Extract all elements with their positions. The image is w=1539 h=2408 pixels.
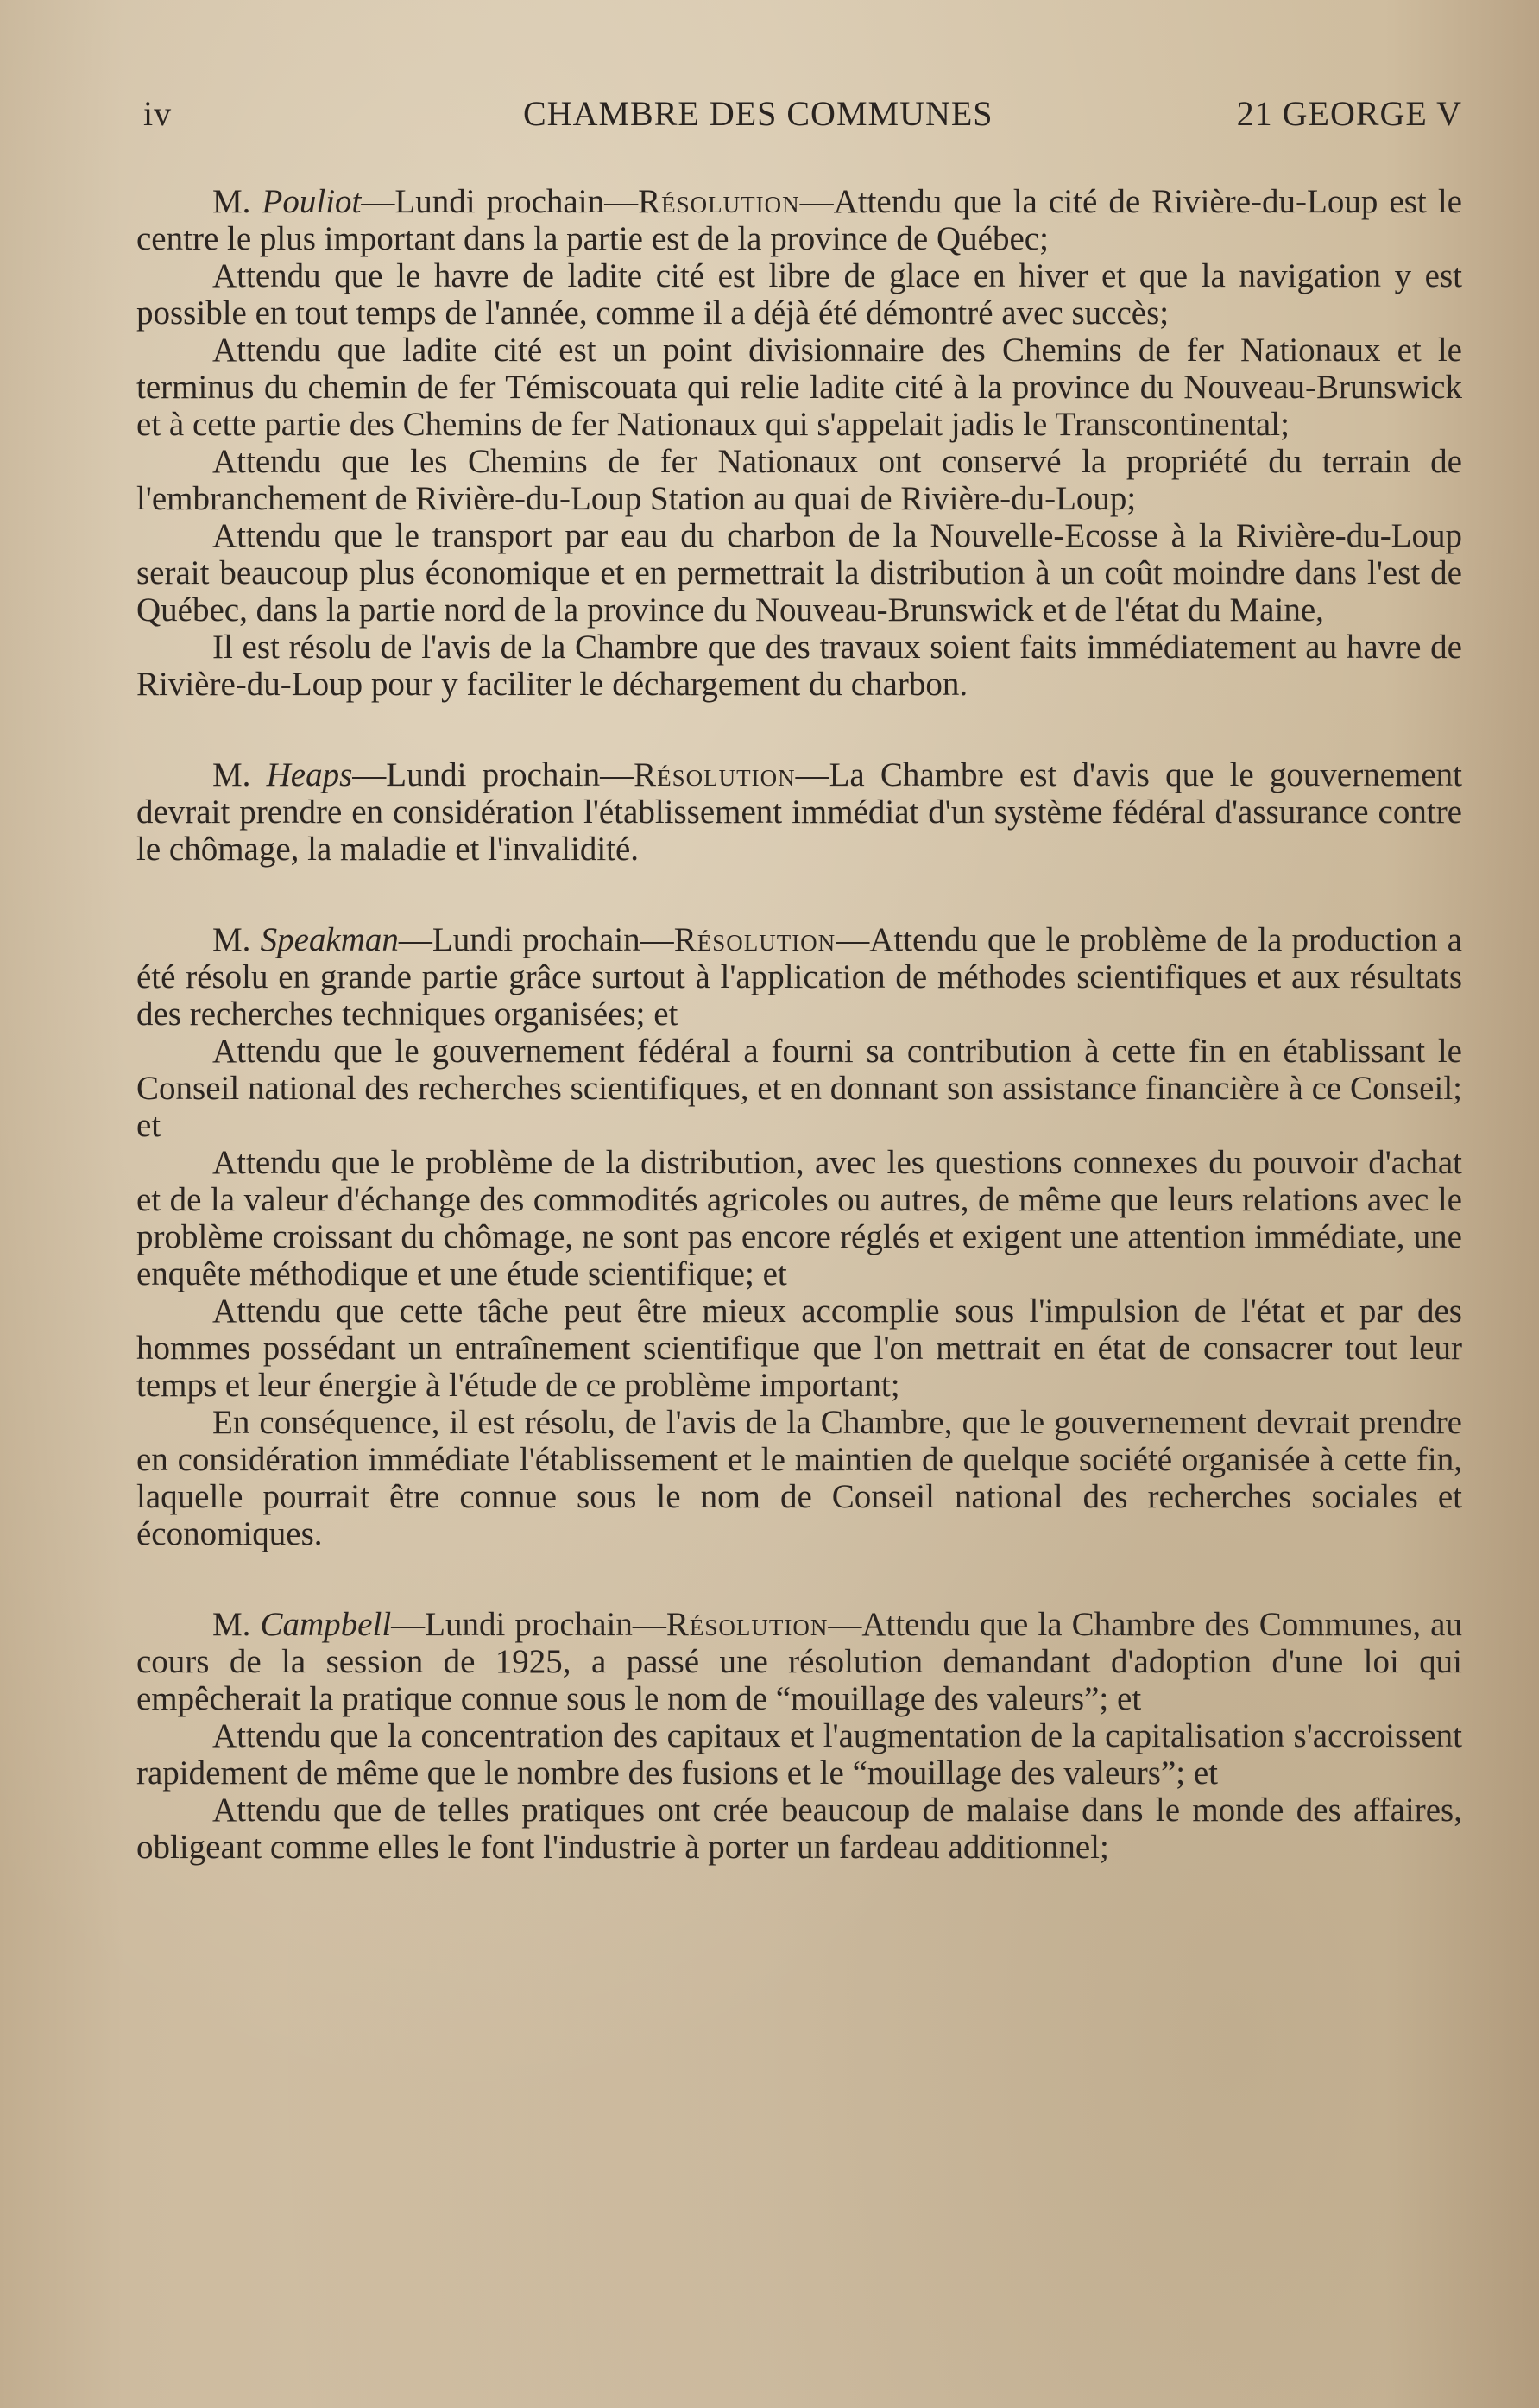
paragraph: Attendu que le havre de ladite cité est libre de glace en hiver et que la navigation y est possible en tout temps de l'année, comme il a déjà été démontré avec succès; (136, 257, 1462, 332)
notice-date: —Lundi prochain— (361, 183, 639, 220)
notice-entry-pouliot (136, 183, 1462, 703)
paragraph-text: —La Chambre est d'avis que le gouvernement devrait prendre en considération l'établissement immédiat d'un système fédéral d'assurance contre le chômage, la maladie et l'invalidité. (136, 756, 1462, 868)
notice-kind: Résolution (638, 183, 800, 220)
running-head (143, 93, 1462, 142)
paragraph: Attendu que le problème de la distribution, avec les questions connexes du pouvoir d'achat et de la valeur d'échange des commodités agricoles ou autres, de même que leurs relations avec le problème croissant du chômage, ne sont pas encore réglés et exigent une attention immédiate, une enquête méthodique et une étude scientifique; et (136, 1144, 1462, 1292)
notice-date: —Lundi prochain— (391, 1606, 666, 1643)
notice-date: —Lundi prochain— (398, 921, 674, 958)
honorific: M. (212, 1606, 251, 1643)
paragraph: Attendu que le gouvernement fédéral a fourni sa contribution à cette fin en établissant le Conseil national des recherches scientifiques, et en donnant son assistance financière à ce Conseil; et (136, 1033, 1462, 1144)
paragraph-text: —Attendu que le problème de la production a été résolu en grande partie grâce surtout à l'application de méthodes scientifiques et aux résultats des recherches techniques organisées; et (136, 921, 1462, 1033)
paragraph (136, 1606, 1462, 1717)
honorific: M. (212, 183, 251, 220)
paragraph (136, 756, 1462, 868)
member-name: Heaps (266, 756, 353, 793)
paragraph: Attendu que cette tâche peut être mieux accomplie sous l'impulsion de l'état et par des hommes possédant un entraînement scientifique que l'on mettrait en état de consacrer tout leur temps et leur énergie à l'étude de ce problème important; (136, 1292, 1462, 1404)
page-number: iv (143, 94, 173, 133)
paragraph (136, 183, 1462, 257)
notice-entry-speakman (136, 921, 1462, 1552)
paragraph: En conséquence, il est résolu, de l'avis de la Chambre, que le gouvernement devrait prendre en considération immédiate l'établissement et le maintien de quelque société organisée à cette fin, laquelle pourrait être connue sous le nom de Conseil national des recherches sociales et économiques. (136, 1404, 1462, 1552)
notice-entry-heaps (136, 756, 1462, 868)
paragraph-text: —Attendu que la cité de Rivière-du-Loup est le centre le plus important dans la partie est de la province de Québec; (136, 183, 1462, 257)
honorific: M. (212, 756, 251, 793)
honorific: M. (212, 921, 251, 958)
running-title: CHAMBRE DES COMMUNES (523, 94, 993, 133)
paragraph: Attendu que de telles pratiques ont crée beaucoup de malaise dans le monde des affaires, obligeant comme elles le font l'industrie à porter un fardeau additionnel; (136, 1792, 1462, 1866)
member-name: Speakman (260, 921, 399, 958)
paragraph: Attendu que ladite cité est un point divisionnaire des Chemins de fer Nationaux et le terminus du chemin de fer Témiscouata qui relie ladite cité à la province du Nouveau-Brunswick et à cette partie des Chemins de fer Nationaux qui s'appelait jadis le Transcontinental; (136, 332, 1462, 443)
paragraph: Attendu que les Chemins de fer Nationaux ont conservé la propriété du terrain de l'embranchement de Rivière-du-Loup Station au quai de Rivière-du-Loup; (136, 443, 1462, 517)
paragraph: Attendu que le transport par eau du charbon de la Nouvelle-Ecosse à la Rivière-du-Loup serait beaucoup plus économique et en permettrait la distribution à un coût moindre dans l'est de Québec, dans la partie nord de la province du Nouveau-Brunswick et de l'état du Maine, (136, 517, 1462, 629)
member-name: Pouliot (262, 183, 362, 220)
paragraph: Attendu que la concentration des capitaux et l'augmentation de la capitalisation s'accroissent rapidement de même que le nombre des fusions et le “mouillage des valeurs”; et (136, 1717, 1462, 1792)
paragraph: Il est résolu de l'avis de la Chambre que des travaux soient faits immédiatement au havre de Rivière-du-Loup pour y faciliter le déchargement du charbon. (136, 629, 1462, 703)
notice-kind: Résolution (665, 1606, 829, 1643)
notice-kind: Résolution (634, 756, 796, 793)
notice-date: —Lundi prochain— (352, 756, 634, 793)
notice-kind: Résolution (673, 921, 836, 958)
notice-entry-campbell (136, 1606, 1462, 1866)
regnal-year: 21 GEORGE V (1236, 94, 1462, 133)
paragraph-text: —Attendu que la Chambre des Communes, au cours de la session de 1925, a passé une résolution demandant d'adoption d'une loi qui empêcherait la pratique connue sous le nom de “mouillage des valeurs”; et (136, 1606, 1462, 1717)
notice-body (136, 183, 1462, 1919)
member-name: Campbell (260, 1606, 392, 1643)
paragraph (136, 921, 1462, 1033)
